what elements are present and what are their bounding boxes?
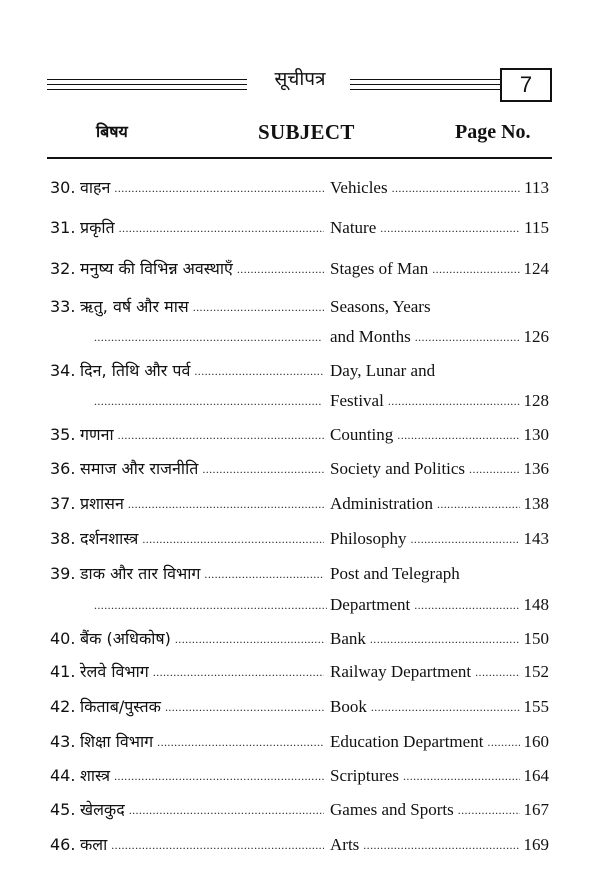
toc-entry xyxy=(0,455,600,483)
entry-english-title: Stages of Man xyxy=(330,259,429,278)
entry-page-number: 126 xyxy=(523,327,549,346)
leader-dots-continued xyxy=(94,387,322,415)
entry-number: 31. xyxy=(50,218,76,237)
entry-page-number: 164 xyxy=(523,766,549,785)
entry-english-title: Education Department xyxy=(330,732,484,751)
entry-hindi-title: रेलवे विभाग xyxy=(80,662,149,681)
leader-dots-english xyxy=(469,455,519,483)
entry-number: 39. xyxy=(50,564,76,583)
entry-hindi-title: बैंक (अधिकोष) xyxy=(80,629,171,648)
entry-english-title: Seasons, Years xyxy=(330,297,431,316)
leader-dots-english xyxy=(363,831,519,859)
entry-english-title: Society and Politics xyxy=(330,459,466,478)
leader-dots-hindi xyxy=(202,455,324,483)
entry-hindi-title: शिक्षा विभाग xyxy=(80,732,154,751)
entry-page-number: 113 xyxy=(524,178,549,197)
entry-english-title: Administration xyxy=(330,494,433,513)
leader-dots-english xyxy=(415,323,520,351)
leader-dots-continued xyxy=(94,591,327,619)
entry-page-number: 167 xyxy=(523,800,549,819)
toc-entry xyxy=(0,560,600,588)
leader-dots-hindi xyxy=(237,255,324,283)
toc-entry-continued xyxy=(0,323,600,351)
entry-number: 36. xyxy=(50,459,76,478)
toc-entry-continued xyxy=(0,387,600,415)
entry-page-number: 115 xyxy=(524,218,549,237)
leader-dots-english xyxy=(397,421,519,449)
leader-dots-english xyxy=(370,625,520,653)
leader-dots-english xyxy=(380,214,520,242)
leader-dots-hindi xyxy=(153,658,324,686)
entry-hindi-title: कला xyxy=(80,835,108,854)
column-heading-page: Page No. xyxy=(455,121,531,143)
entry-page-number: 155 xyxy=(523,697,549,716)
toc-entry xyxy=(0,658,600,686)
entry-number: 33. xyxy=(50,297,76,316)
entry-number: 41. xyxy=(50,662,76,681)
entry-hindi-title: डाक और तार विभाग xyxy=(80,564,201,583)
entry-hindi-title: गणना xyxy=(80,425,114,444)
entry-english-title: Day, Lunar and xyxy=(330,361,436,380)
leader-dots-hindi xyxy=(128,490,324,518)
leader-dots-hindi xyxy=(194,357,324,385)
leader-dots-hindi xyxy=(114,174,324,202)
entry-page-number: 130 xyxy=(523,425,549,444)
entry-english-title-continued: and Months xyxy=(330,327,411,346)
toc-entry xyxy=(0,796,600,824)
entry-number: 37. xyxy=(50,494,76,513)
leader-dots-hindi xyxy=(204,560,324,588)
leader-dots-hindi xyxy=(193,293,324,321)
entry-page-number: 169 xyxy=(523,835,549,854)
toc-entry xyxy=(0,214,600,242)
toc-entry xyxy=(0,293,600,321)
header-rule-right-top xyxy=(350,79,500,80)
toc-entry xyxy=(0,174,600,202)
entry-number: 38. xyxy=(50,529,76,548)
toc-entry xyxy=(0,525,600,553)
toc-entry xyxy=(0,421,600,449)
entry-page-number: 138 xyxy=(523,494,549,513)
entry-page-number: 148 xyxy=(523,595,549,614)
entry-hindi-title: वाहन xyxy=(80,178,111,197)
leader-dots-english xyxy=(371,693,520,721)
leader-dots-hindi xyxy=(119,214,324,242)
entry-english-title: Arts xyxy=(330,835,360,854)
entry-number: 35. xyxy=(50,425,76,444)
leader-dots-hindi xyxy=(165,693,324,721)
leader-dots-english xyxy=(392,174,521,202)
entry-hindi-title: किताब/पुस्तक xyxy=(80,697,161,716)
leader-dots-english xyxy=(437,490,520,518)
toc-entry-continued xyxy=(0,591,600,619)
leader-dots-english xyxy=(403,762,520,790)
entry-page-number: 136 xyxy=(523,459,549,478)
entry-english-title: Scriptures xyxy=(330,766,399,785)
entry-hindi-title: दिन, तिथि और पर्व xyxy=(80,361,191,380)
entry-page-number: 143 xyxy=(523,529,549,548)
entry-number: 40. xyxy=(50,629,76,648)
entry-number: 46. xyxy=(50,835,76,854)
leader-dots-hindi xyxy=(114,762,324,790)
entry-english-title-continued: Department xyxy=(330,595,411,614)
page-title: सूचीपत्र xyxy=(274,68,326,90)
toc-entry xyxy=(0,762,600,790)
toc-entry xyxy=(0,625,600,653)
toc-entry xyxy=(0,693,600,721)
toc-entry xyxy=(0,728,600,756)
entry-english-title: Book xyxy=(330,697,367,716)
header-rule-left-bottom xyxy=(47,89,247,90)
entry-number: 43. xyxy=(50,732,76,751)
entry-hindi-title: प्रशासन xyxy=(80,494,124,513)
leader-dots-hindi xyxy=(157,728,324,756)
leader-dots-hindi xyxy=(118,421,324,449)
leader-dots-continued xyxy=(94,323,322,351)
entry-page-number: 124 xyxy=(523,259,549,278)
entry-english-title: Counting xyxy=(330,425,394,444)
entry-hindi-title: समाज और राजनीति xyxy=(80,459,199,478)
entry-hindi-title: ऋतु, वर्ष और मास xyxy=(80,297,189,316)
entry-english-title: Vehicles xyxy=(330,178,388,197)
page-number-box: 7 xyxy=(500,68,552,102)
entry-hindi-title: मनुष्य की विभिन्न अवस्थाएँ xyxy=(80,259,233,278)
leader-dots-english xyxy=(411,525,520,553)
leader-dots-english xyxy=(458,796,520,824)
entry-english-title: Bank xyxy=(330,629,366,648)
entry-english-title: Post and Telegraph xyxy=(330,564,460,583)
entry-page-number: 160 xyxy=(523,732,549,751)
leader-dots-english xyxy=(475,658,519,686)
entry-english-title: Railway Department xyxy=(330,662,472,681)
entry-hindi-title: शास्त्र xyxy=(80,766,111,785)
toc-entry xyxy=(0,357,600,385)
entry-number: 34. xyxy=(50,361,76,380)
header-rule-right-bottom xyxy=(350,89,500,90)
entry-number: 30. xyxy=(50,178,76,197)
leader-dots-hindi xyxy=(175,625,324,653)
entry-number: 44. xyxy=(50,766,76,785)
entry-english-title: Games and Sports xyxy=(330,800,454,819)
heading-divider xyxy=(47,157,552,159)
column-heading-subject: SUBJECT xyxy=(258,120,355,144)
header-rule-left-mid xyxy=(47,84,247,85)
entry-number: 32. xyxy=(50,259,76,278)
leader-dots-english xyxy=(414,591,519,619)
entry-hindi-title: प्रकृति xyxy=(80,218,115,237)
toc-entry xyxy=(0,831,600,859)
entry-hindi-title: खेलकुद xyxy=(80,800,125,819)
leader-dots-english xyxy=(487,728,519,756)
leader-dots-english xyxy=(432,255,519,283)
leader-dots-english xyxy=(388,387,520,415)
entry-page-number: 150 xyxy=(523,629,549,648)
entry-english-title: Philosophy xyxy=(330,529,407,548)
toc-entry xyxy=(0,490,600,518)
entry-english-title-continued: Festival xyxy=(330,391,384,410)
entry-number: 45. xyxy=(50,800,76,819)
leader-dots-hindi xyxy=(129,796,324,824)
leader-dots-hindi xyxy=(111,831,324,859)
entry-page-number: 128 xyxy=(523,391,549,410)
header-rule-left-top xyxy=(47,79,247,80)
header-rule-right-mid xyxy=(350,84,500,85)
toc-entry xyxy=(0,255,600,283)
entry-english-title: Nature xyxy=(330,218,377,237)
entry-page-number: 152 xyxy=(523,662,549,681)
column-heading-hindi: बिषय xyxy=(96,122,128,141)
entry-number: 42. xyxy=(50,697,76,716)
leader-dots-hindi xyxy=(142,525,324,553)
entry-hindi-title: दर्शनशास्त्र xyxy=(80,529,139,548)
